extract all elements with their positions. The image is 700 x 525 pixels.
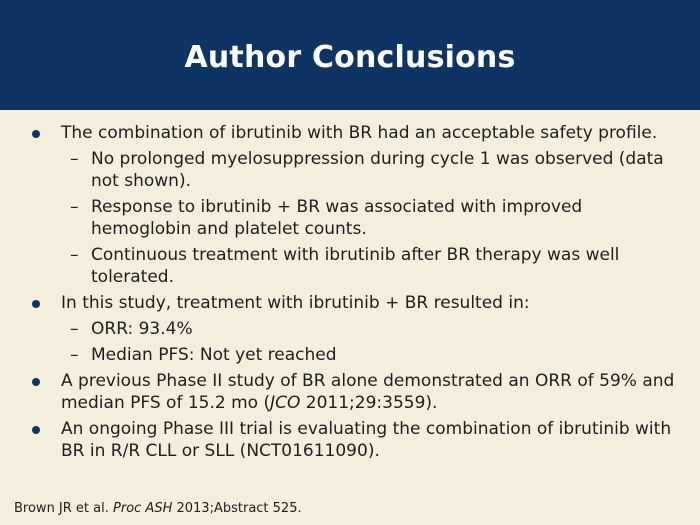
bullet-dot-icon bbox=[32, 426, 40, 434]
journal-abbrev: JCO bbox=[270, 393, 301, 413]
dash-icon: – bbox=[70, 245, 79, 265]
sub-bullet-item bbox=[0, 244, 700, 288]
dash-icon: – bbox=[70, 197, 79, 217]
slide-header bbox=[0, 0, 700, 110]
sub-bullet-item bbox=[0, 148, 700, 192]
bullet-dot-icon bbox=[32, 300, 40, 308]
bullet-dot-icon bbox=[32, 130, 40, 138]
sub-bullet-text: ORR: 93.4% bbox=[91, 319, 193, 339]
bullet-item bbox=[0, 418, 700, 462]
bullet-text: A previous Phase II study of BR alone demonstrated an ORR of 59% and median PFS of 15.2 mo (JCO 2011;29:3559). bbox=[61, 371, 675, 413]
bullet-text: The combination of ibrutinib with BR had an acceptable safety profile. bbox=[61, 123, 658, 143]
bullet-item bbox=[0, 370, 700, 414]
sub-bullet-item bbox=[0, 318, 700, 340]
sub-bullet-text: No prolonged myelosuppression during cycle 1 was observed (data not shown). bbox=[91, 149, 664, 191]
slide-title: Author Conclusions bbox=[184, 39, 516, 75]
sub-bullet-item bbox=[0, 344, 700, 366]
bullet-item bbox=[0, 122, 700, 144]
dash-icon: – bbox=[70, 149, 79, 169]
dash-icon: – bbox=[70, 345, 79, 365]
slide-content bbox=[0, 122, 700, 466]
citation-footer: Brown JR et al. Proc ASH 2013;Abstract 525. bbox=[14, 501, 302, 516]
sub-bullet-text: Continuous treatment with ibrutinib after BR therapy was well tolerated. bbox=[91, 245, 620, 287]
sub-bullet-text: Median PFS: Not yet reached bbox=[91, 345, 337, 365]
bullet-item bbox=[0, 292, 700, 314]
bullet-text: An ongoing Phase III trial is evaluating the combination of ibrutinib with BR in R/R CLL or SLL (NCT01611090). bbox=[61, 419, 672, 461]
bullet-dot-icon bbox=[32, 378, 40, 386]
sub-bullet-text: Response to ibrutinib + BR was associated with improved hemoglobin and platelet counts. bbox=[91, 197, 583, 239]
sub-bullet-item bbox=[0, 196, 700, 240]
bullet-text: In this study, treatment with ibrutinib + BR resulted in: bbox=[61, 293, 530, 313]
dash-icon: – bbox=[70, 319, 79, 339]
citation-journal: Proc ASH bbox=[113, 501, 173, 516]
